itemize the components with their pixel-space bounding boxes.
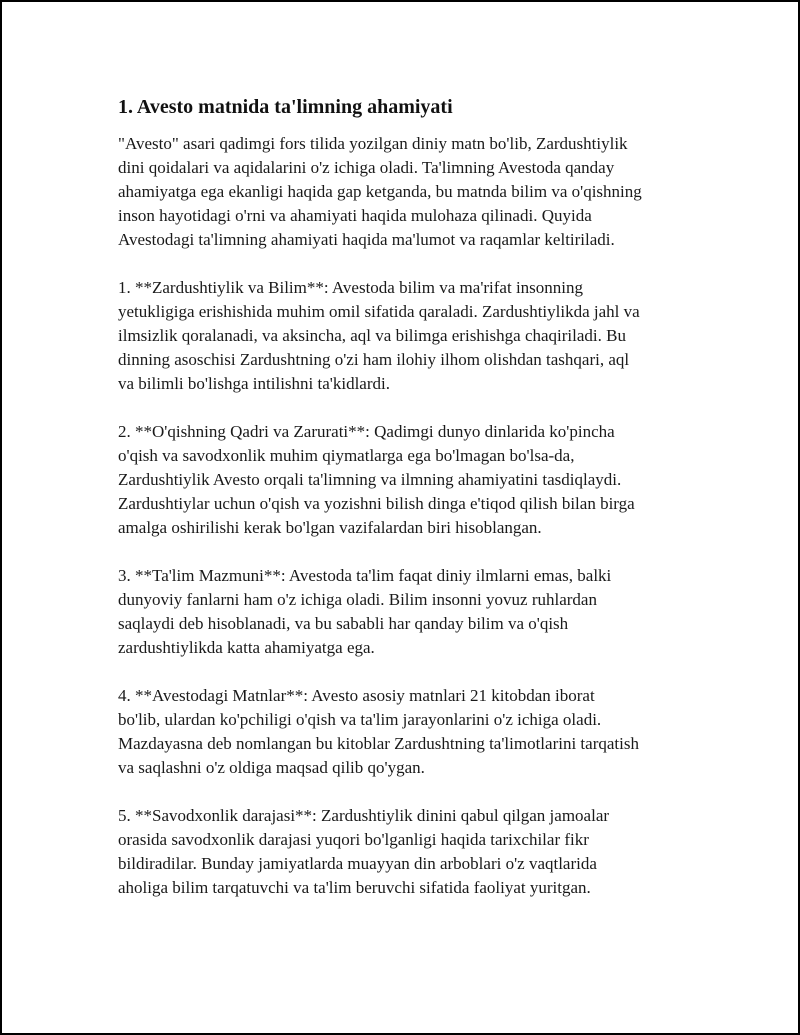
text-line: amalga oshirilishi kerak bo'lgan vazifalardan biri hisoblangan.	[118, 518, 542, 537]
paragraph-item-4	[118, 684, 688, 780]
text-line: zardushtiylikda katta ahamiyatga ega.	[118, 638, 375, 657]
paragraph-item-2	[118, 420, 688, 540]
text-line: orasida savodxonlik darajasi yuqori bo'lganligi haqida tarixchilar fikr	[118, 830, 589, 849]
text-line: 2. **O'qishning Qadri va Zarurati**: Qadimgi dunyo dinlarida ko'pincha	[118, 422, 615, 441]
text-line: dini qoidalari va aqidalarini o'z ichiga oladi. Ta'limning Avestoda qanday	[118, 158, 615, 177]
paragraph-intro	[118, 132, 688, 252]
paragraph-item-1	[118, 276, 688, 396]
text-line: bildiradilar. Bunday jamiyatlarda muayyan din arboblari o'z vaqtlarida	[118, 854, 597, 873]
text-line: Avestodagi ta'limning ahamiyati haqida ma'lumot va raqamlar keltiriladi.	[118, 230, 615, 249]
text-line: aholiga bilim tarqatuvchi va ta'lim beruvchi sifatida faoliyat yuritgan.	[118, 878, 591, 897]
text-line: ilmsizlik qoralanadi, va aksincha, aql va bilimga erishishga chaqiriladi. Bu	[118, 326, 626, 345]
text-line: va saqlashni o'z oldiga maqsad qilib qo'ygan.	[118, 758, 425, 777]
text-line: saqlaydi deb hisoblanadi, va bu sababli har qanday bilim va o'qish	[118, 614, 569, 633]
text-line: inson hayotidagi o'rni va ahamiyati haqida mulohaza qilinadi. Quyida	[118, 206, 592, 225]
paragraph-item-3	[118, 564, 688, 660]
text-line: 1. **Zardushtiylik va Bilim**: Avestoda bilim va ma'rifat insonning	[118, 278, 584, 297]
text-line: Mazdayasna deb nomlangan bu kitoblar Zardushtning ta'limotlarini tarqatish	[118, 734, 639, 753]
text-line: bo'lib, ulardan ko'pchiligi o'qish va ta'lim jarayonlarini o'z ichiga oladi.	[118, 710, 602, 729]
text-line: 3. **Ta'lim Mazmuni**: Avestoda ta'lim faqat diniy ilmlarni emas, balki	[118, 566, 612, 585]
text-line: 4. **Avestodagi Matnlar**: Avesto asosiy matnlari 21 kitobdan iborat	[118, 686, 595, 705]
text-line: ahamiyatga ega ekanligi haqida gap ketganda, bu matnda bilim va o'qishning	[118, 182, 642, 201]
text-line: "Avesto" asari qadimgi fors tilida yozilgan diniy matn bo'lib, Zardushtiylik	[118, 134, 628, 153]
document-body	[118, 94, 688, 924]
text-line: dinning asoschisi Zardushtning o'zi ham ilohiy ilhom olishdan tashqari, aql	[118, 350, 630, 369]
text-line: Zardushtiylar uchun o'qish va yozishni bilish dinga e'tiqod qilish bilan birga	[118, 494, 635, 513]
text-line: Zardushtiylik Avesto orqali ta'limning va ilmning ahamiyatini tasdiqlaydi.	[118, 470, 622, 489]
text-line: dunyoviy fanlarni ham o'z ichiga oladi. Bilim insonni yovuz ruhlardan	[118, 590, 597, 609]
text-line: 5. **Savodxonlik darajasi**: Zardushtiylik dinini qabul qilgan jamoalar	[118, 806, 610, 825]
text-line: va bilimli bo'lishga intilishni ta'kidlardi.	[118, 374, 390, 393]
paragraph-item-5	[118, 804, 688, 900]
text-line: o'qish va savodxonlik muhim qiymatlarga ega bo'lmagan bo'lsa-da,	[118, 446, 575, 465]
document-title: 1. Avesto matnida ta'limning ahamiyati	[118, 96, 453, 118]
text-line: yetukligiga erishishida muhim omil sifatida qaraladi. Zardushtiylikda jahl va	[118, 302, 640, 321]
